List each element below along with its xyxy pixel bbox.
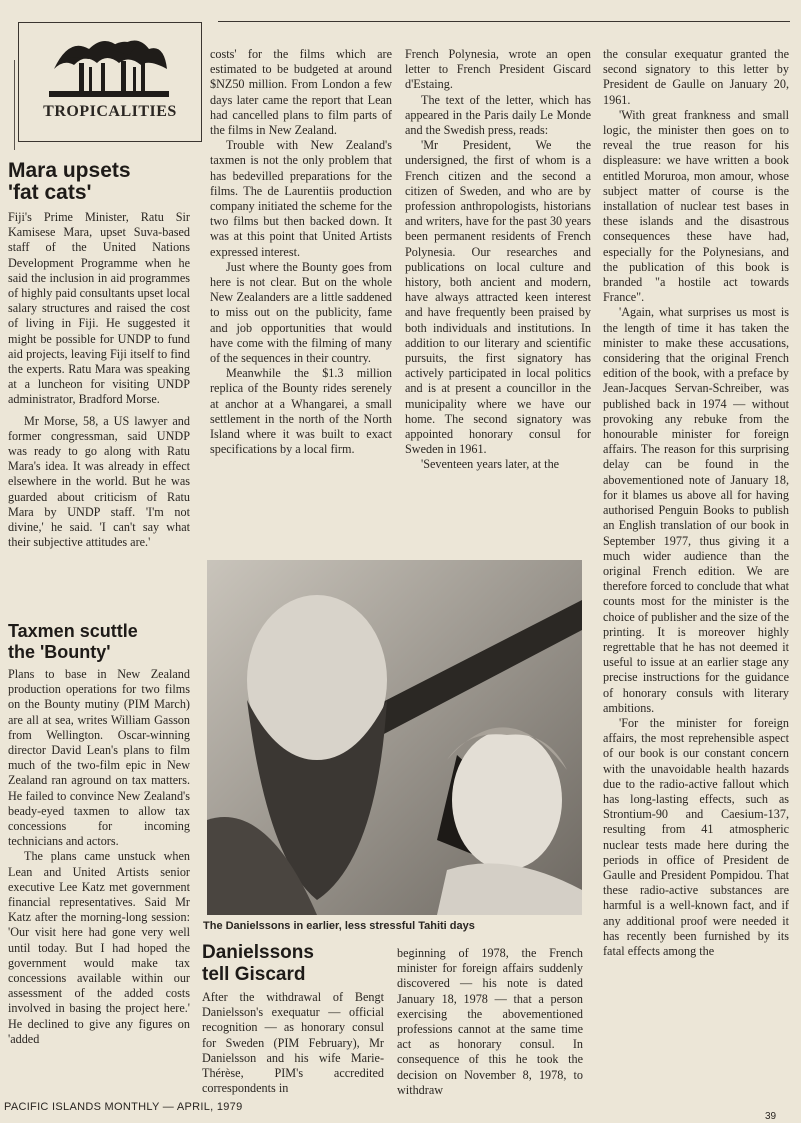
palm-trees-icon (49, 29, 169, 99)
photo-caption: The Danielssons in earlier, less stressful Tahiti days (203, 920, 475, 932)
paragraph: The plans came unstuck when Lean and United Artists senior executive Lee Katz met government financial representatives. Said Mr Katz after the morning-long session: 'Our visit here had gone very well until today. But I had hoped the government would make tax concessions available within our assessment of the added costs involved in basing the project here.' He declined to give any figures on 'added (8, 849, 190, 1046)
paragraph: French Polynesia, wrote an open letter to French President Giscard d'Estaing. (405, 47, 591, 92)
paragraph: 'Mr President, We the undersigned, the first of whom is a French citizen and the second a citizen of Sweden, and who are by profession anthropologists, historians and writers, have for the past 30 years been permanent residents of French Polynesia. Our researches and publications on local culture and history, both ancient and modern, have always attracted keen interest and have frequently been praised by both individuals and institutions. In addition to our literary and scientific pursuits, the first signatory has actively participated in local politics and is at present a councillor in the municipality where we have our home. The second signatory was appointed honorary consul for Sweden in 1961. (405, 138, 591, 457)
paragraph: the consular exequatur granted the second signatory to this letter by President de Gaulle on January 20, 1961. (603, 47, 789, 107)
paragraph: Fiji's Prime Minister, Ratu Sir Kamisese Mara, upset Suva-based staff of the United Nations Development Programme when he said the inclusion in aid programmes of highly paid consultants upset local salary structures and raised the cost of living in Fiji. He suggested it might be possible for UNDP to fund aid projects, leaving Fiji itself to find the experts. Ratu Mara was speaking at a luncheon for visiting UNDP administrator, Bradford Morse. (8, 210, 190, 407)
paragraph: 'With great frankness and small logic, the minister then goes on to reveal the true reason for his displeasure: we have written a book entitled Moruroa, mon amour, whose subject matter of course is the installation of nuclear test bases in these islands and the disastrous consequences these have had, especially for the Polynesians, and the publication of this book is branded "a hostile act towards France". (603, 107, 789, 305)
paragraph: Just where the Bounty goes from here is not clear. But on the whole New Zealanders are a little saddened to miss out on the publicity, fame and job opportunities that would have come with the filming of many of the sequences in their country. (210, 259, 392, 366)
paragraph: Mr Morse, 58, a US lawyer and former congressman, said UNDP was ready to go along with Ratu Mara's idea. It was already in effect elsewhere in the world. But he was guarded about criticism of Ratu Mara by UNDP staff. 'I'm not divine,' he said. 'I can't say what their subjective attitudes are.' (8, 413, 190, 550)
paragraph: The text of the letter, which has appeared in the Paris daily Le Monde and the Swedish press, reads: (405, 92, 591, 138)
publication-footer: PACIFIC ISLANDS MONTHLY — APRIL, 1979 (4, 1101, 243, 1113)
top-rule (218, 21, 790, 22)
paragraph: 'For the minister for foreign affairs, the most reprehensible aspect of our book is our constant concern with the unavoidable health hazards due to the radio-active fallout which has long-lasting effects, such as Strontium-90 and Caesium-137, resulting from 41 atmospheric nuclear tests made here during the periods in office of President de Gaulle and President Pompidou. That these radio-active substances are harmful is a well-known fact, and if any additional proof were needed it has recently been furnished by its fatal effects among the (603, 715, 789, 958)
article-letter-col4 (603, 47, 789, 959)
paragraph: costs' for the films which are estimated to be budgeted at around $NZ50 million. From London a few days later came the report that Lean had cancelled plans to film parts of the films in New Zealand. (210, 47, 392, 138)
paragraph: 'Again, what surprises us most is the length of time it has taken the minister to make these accusations, considering that the original French edition of the book, with a preface by Jean-Jacques Servan-Schreiber, was published back in 1974 — without provoking any rebuke from the honourable minister for foreign affairs. The reason for this surprising delay can be found in the abovementioned note of January 18, for it blames us above all for having authorised Penguin Books to publish an English translation of our book in September 1977, thus giving it a much wider audience than the original French edition. We are therefore forced to conclude that what counts most for the minister is the choice of publisher and the size of the printing. It is moreover highly regrettable that he has not deemed it useful to issue at an earlier stage any precise instructions for the guidance of honorary consuls with literary ambitions. (603, 305, 789, 715)
headline-mara: Mara upsets 'fat cats' (8, 159, 131, 204)
page-number: 39 (765, 1111, 777, 1122)
article-mara-body (8, 210, 190, 550)
article-danielssons-col3 (397, 946, 583, 1098)
article-danielssons-col2 (202, 990, 384, 1096)
page-edge-mark (0, 60, 15, 150)
article-taxmen-col2 (210, 47, 392, 457)
headline-taxmen: Taxmen scuttle the 'Bounty' (8, 621, 138, 662)
paragraph: 'Seventeen years later, at the (421, 457, 560, 472)
paragraph: Plans to base in New Zealand production operations for two films on the Bounty mutiny (PIM March) are all at sea, writes William Gasson from Wellington. Oscar-winning director David Lean's plans to film much of the two-film epic in New Zealand ran aground on tax matters. He failed to convince New Zealand's beady-eyed taxmen to allow tax concessions for incoming technicians and actors. (8, 667, 190, 849)
headline-danielssons: Danielssons tell Giscard (202, 942, 314, 985)
paragraph: Trouble with New Zealand's taxmen is not the only problem that has bedevilled preparations for the films. The de Laurentiis production company initiated the scheme for the two films but then backed down. It was at this point that United Artists expressed interest. (210, 138, 392, 259)
paragraph: beginning of 1978, the French minister for foreign affairs suddenly discovered — his note is dated January 18, 1978 — that a person exercising the abovementioned professions cannot at the same time act as honorary consul. In consequence of this he took the decision on November 8, 1978, to withdraw (397, 946, 583, 1097)
section-title: TROPICALITIES (43, 103, 177, 120)
section-masthead (18, 22, 202, 142)
article-letter-col3 (405, 47, 591, 473)
paragraph: Meanwhile the $1.3 million replica of the Bounty rides serenely at anchor at a Whangarei, a small settlement in the north of the North Island where it was built to exact specifications by a local firm. (210, 366, 392, 457)
photo-danielssons (207, 560, 582, 915)
paragraph: After the withdrawal of Bengt Danielsson's exequatur — official recognition — as honorary consul for Sweden (PIM February), Mr Danielsson and his wife Marie-Thérèse, PIM's accredited correspondents in (202, 990, 384, 1096)
article-taxmen-col1 (8, 667, 190, 1047)
photo-image (207, 560, 582, 915)
